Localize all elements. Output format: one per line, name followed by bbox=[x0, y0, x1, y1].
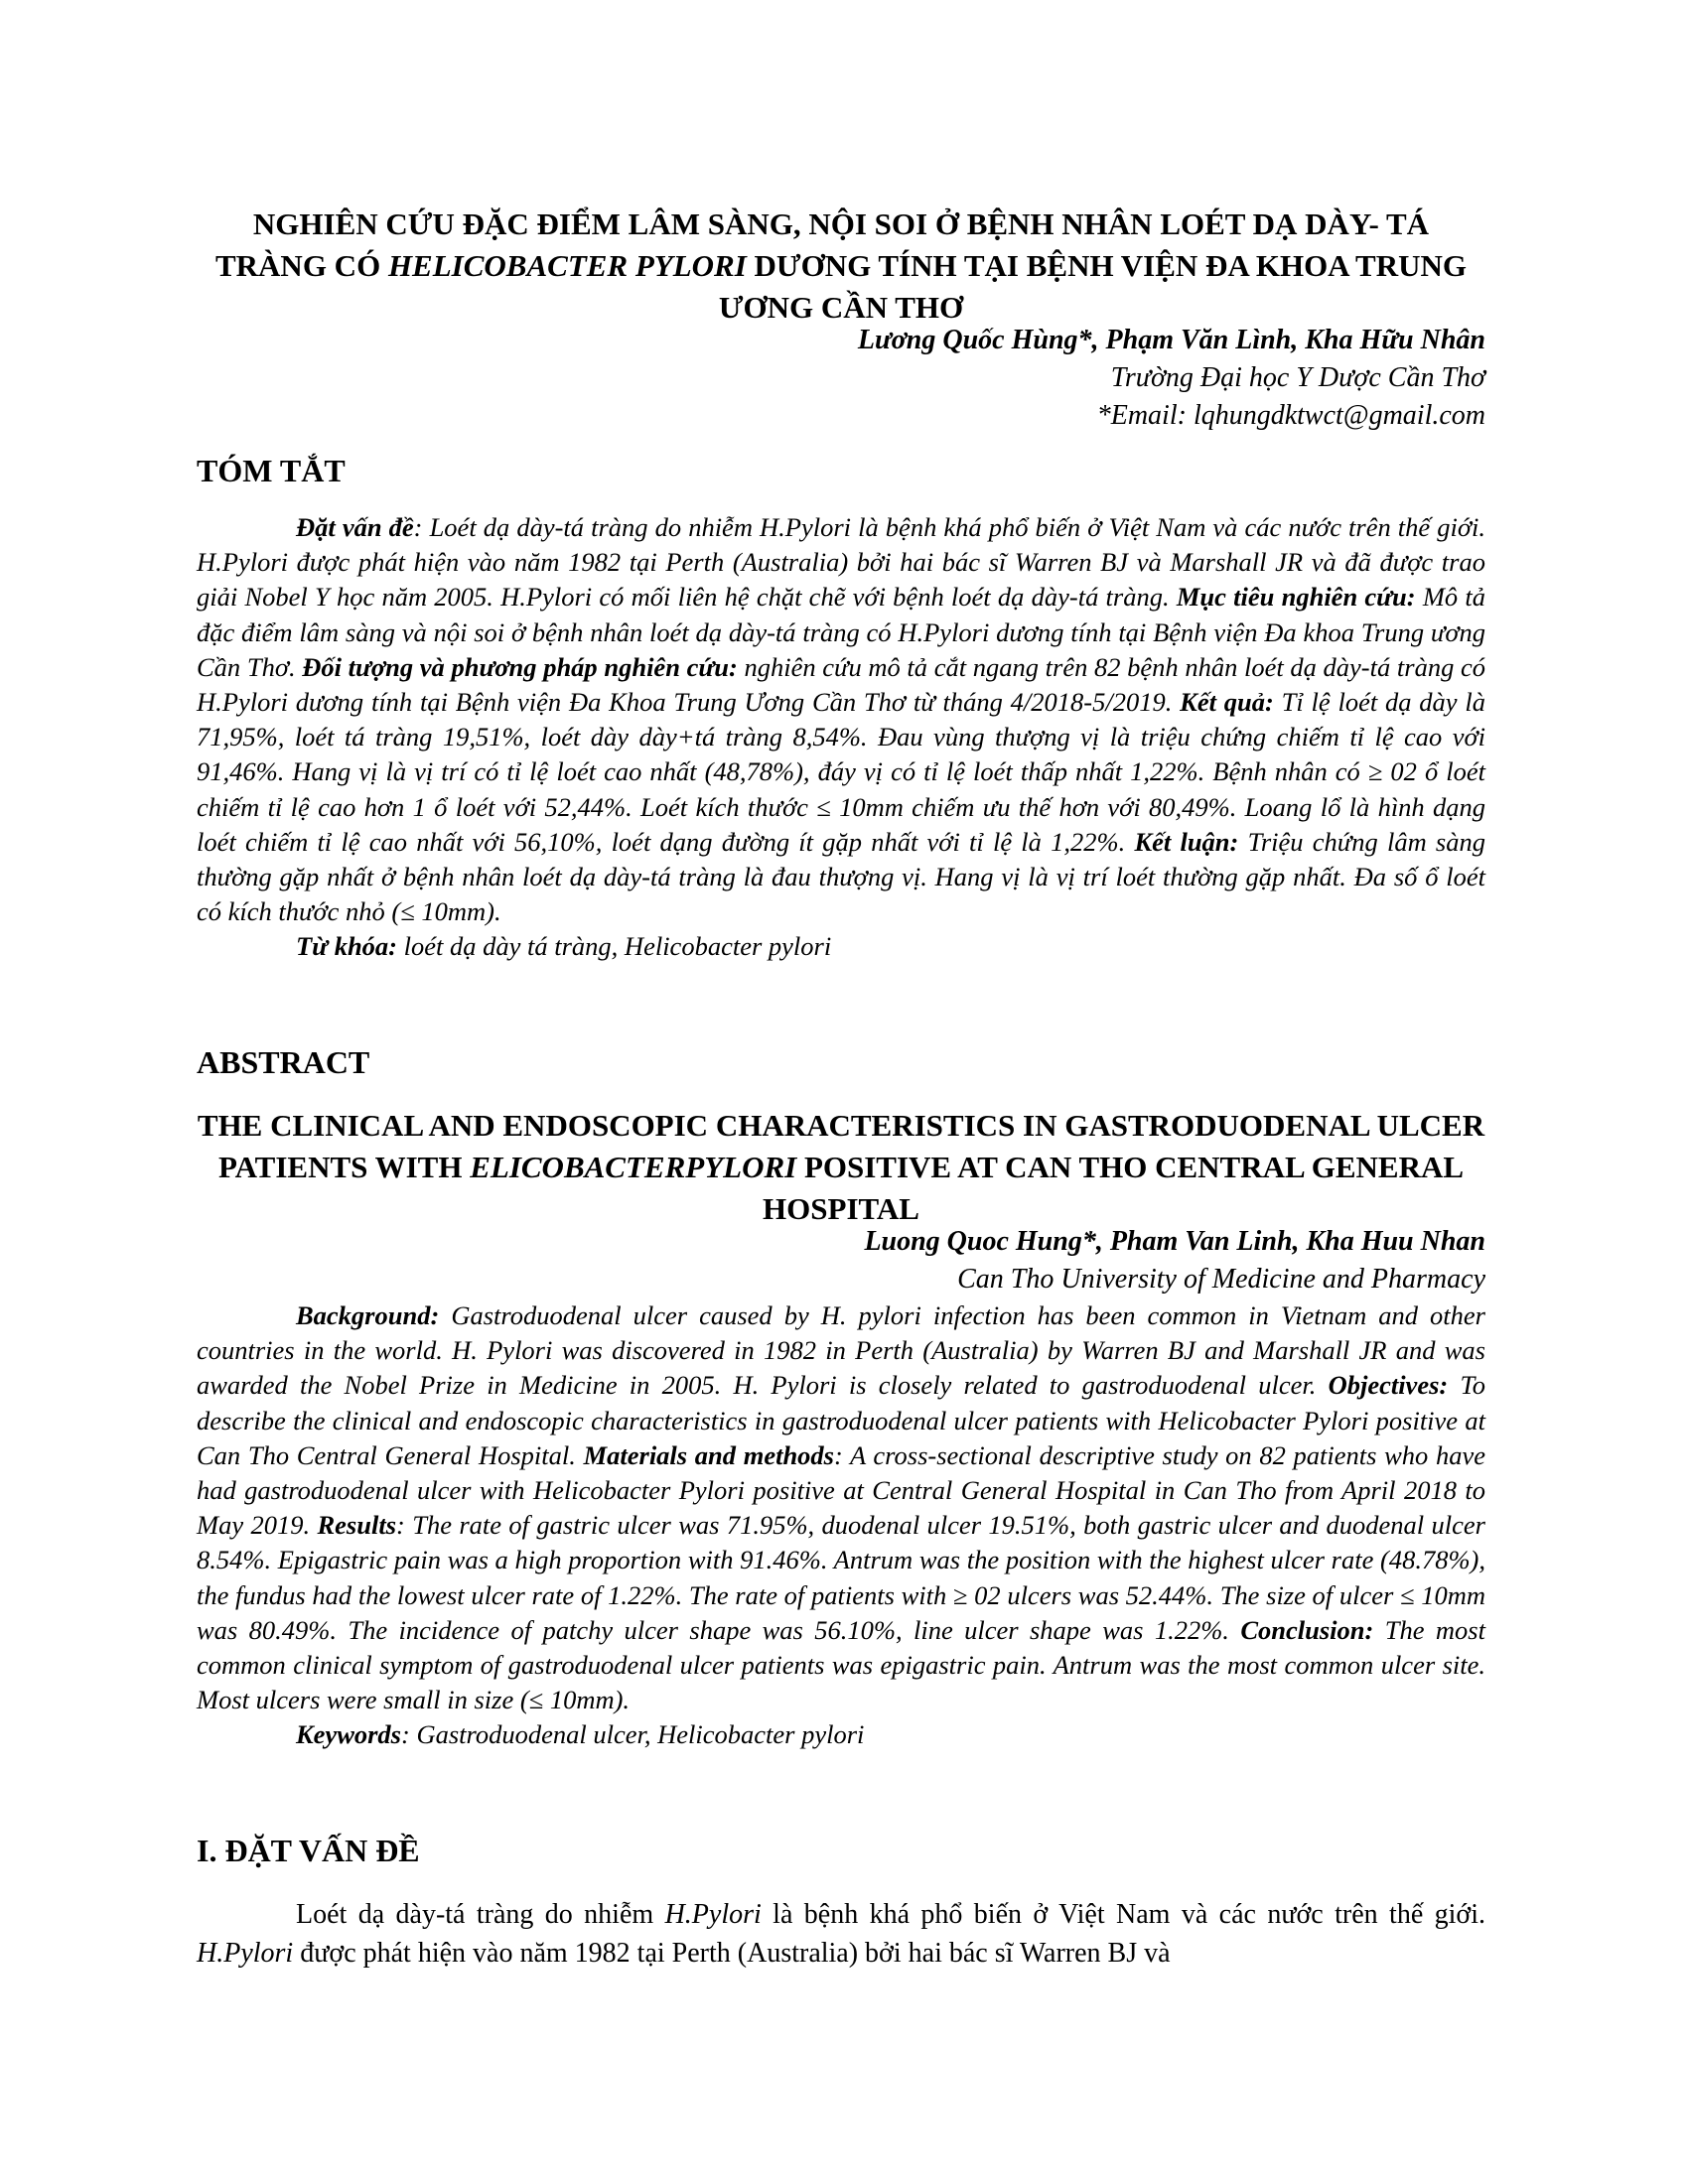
en-authors: Luong Quoc Hung*, Pham Van Linh, Kha Huu Nhan bbox=[864, 1226, 1485, 1257]
vi-keywords-label: Từ khóa: bbox=[296, 931, 398, 962]
vi-email: *Email: lqhungdktwct@gmail.com bbox=[1096, 400, 1485, 431]
vi-abstract-block bbox=[197, 510, 1485, 964]
en-keywords-text: : Gastroduodenal ulcer, Helicobacter pylori bbox=[401, 1719, 865, 1750]
vi-authors: Lương Quốc Hùng*, Phạm Văn Lình, Kha Hữu Nhân bbox=[857, 325, 1485, 355]
en-title-text-end: POSITIVE AT CAN THO CENTRAL GENERAL HOSPITAL bbox=[763, 1150, 1465, 1226]
summary-heading: TÓM TẮT bbox=[197, 453, 346, 488]
vi-abs-label-conclusion: Kết luận: bbox=[1134, 826, 1239, 857]
vi-abs-label-results: Kết quả: bbox=[1180, 687, 1274, 718]
section1-paragraph bbox=[197, 1895, 1485, 1973]
en-abs-label-objectives: Objectives: bbox=[1328, 1370, 1449, 1401]
en-title bbox=[197, 1105, 1485, 1230]
en-abs-label-results: Results bbox=[317, 1510, 397, 1541]
vi-abstract bbox=[197, 510, 1485, 929]
vi-title-text: NGHIÊN CỨU ĐẶC ĐIỂM LÂM SÀNG, NỘI SOI Ở BỆNH NHÂN LOÉT DẠ DÀY- TÁ TRÀNG CÓ bbox=[214, 206, 1430, 283]
section1-heading: I. ĐẶT VẤN ĐỀ bbox=[197, 1833, 420, 1868]
en-abs-label-background: Background: bbox=[296, 1300, 440, 1330]
section1-text: được phát hiện vào năm 1982 tại Perth (Australia) bởi hai bác sĩ Warren BJ và bbox=[293, 1938, 1171, 1969]
section1-heading-block bbox=[197, 1831, 1485, 1870]
vi-abs-text: Mô tả đặc điểm lâm sàng và nội soi ở bệnh nhân loét dạ dày-tá tràng có H.Pylori dương tính tại Bệnh viện Đa khoa Trung ương Cần Thơ. bbox=[197, 582, 1486, 682]
en-title-text: THE CLINICAL AND ENDOSCOPIC CHARACTERISTICS IN GASTRODUODENAL ULCER PATIENTS WITH bbox=[197, 1108, 1485, 1184]
vi-abs-label-objective: Mục tiêu nghiên cứu: bbox=[1176, 582, 1416, 613]
vi-title bbox=[197, 204, 1485, 329]
vi-abs-label-methods: Đối tượng và phương pháp nghiên cứu: bbox=[302, 651, 738, 682]
section1-text: là bệnh khá phổ biến ở Việt Nam và các nước trên thế giới. bbox=[761, 1899, 1485, 1930]
vi-author-block bbox=[197, 322, 1485, 435]
en-affiliation: Can Tho University of Medicine and Pharmacy bbox=[957, 1264, 1485, 1295]
en-abs-label-methods: Materials and methods bbox=[583, 1439, 834, 1470]
en-abstract-block bbox=[197, 1298, 1485, 1752]
summary-heading-block bbox=[197, 451, 1485, 490]
section1-italic: H.Pylori bbox=[664, 1899, 762, 1930]
section1-text: Loét dạ dày-tá tràng do nhiễm bbox=[296, 1899, 665, 1930]
section1-italic: H.Pylori bbox=[197, 1938, 294, 1969]
vi-keywords-text: loét dạ dày tá tràng, Helicobacter pylori bbox=[397, 931, 832, 962]
en-title-italic: ELICOBACTERPYLORI bbox=[470, 1150, 797, 1184]
vi-title-italic: HELICOBACTER PYLORI bbox=[387, 248, 747, 283]
vi-abs-text: nghiên cứu mô tả cắt ngang trên 82 bệnh nhân loét dạ dày-tá tràng có H.Pylori dương tính tại Bệnh viện Đa Khoa Trung Ương Cần Thơ từ tháng 4/2018-5/2019. bbox=[197, 651, 1485, 718]
vi-abs-label-background: Đặt vấn đề bbox=[296, 512, 414, 542]
en-author-block bbox=[197, 1223, 1485, 1298]
en-abstract bbox=[197, 1298, 1485, 1717]
en-abs-text: : The rate of gastric ulcer was 71.95%, duodenal ulcer 19.51%, both gastric ulcer and duodenal ulcer 8.54%. Epigastric pain was a high proportion with 91.46%. Antrum was the position with the highest ulcer rate (48.78%), the fundus had the lowest ulcer rate of 1.22%. The rate of patients with ≥ 02 ulcers was 52.44%. The size of ulcer ≤ 10mm was 80.49%. The incidence of patchy ulcer shape was 56.10%, line ulcer shape was 1.22%. bbox=[197, 1510, 1485, 1645]
abstract-heading-block bbox=[197, 1042, 1485, 1082]
abstract-heading: ABSTRACT bbox=[197, 1044, 370, 1080]
vi-title-block bbox=[197, 204, 1485, 329]
en-abs-text: The most common clinical symptom of gastroduodenal ulcer patients was epigastric pain. Antrum was the most common ulcer site. Most ulcers were small in size (≤ 10mm). bbox=[197, 1614, 1485, 1715]
vi-abs-text: Tỉ lệ loét dạ dày là 71,95%, loét tá tràng 19,51%, loét dày dày+tá tràng 8,54%. Đau vùng thượng vị là triệu chứng chiếm tỉ lệ cao với 91,46%. Hang vị là vị trí có tỉ lệ loét cao nhất (48,78%), đáy vị có tỉ lệ loét thấp nhất 1,22%. Bệnh nhân có ≥ 02 ổ loét chiếm tỉ lệ cao hơn 1 ổ loét với 52,44%. Loét kích thước ≤ 10mm chiếm ưu thế hơn với 80,49%. Loang lổ là hình dạng loét chiếm tỉ lệ cao nhất với 56,10%, loét dạng đường ít gặp nhất với tỉ lệ là 1,22%. bbox=[197, 687, 1485, 857]
section1-body-block bbox=[197, 1895, 1485, 1973]
en-title-block bbox=[197, 1105, 1485, 1230]
en-abs-text: Gastroduodenal ulcer caused by H. pylori infection has been common in Vietnam and other countries in the world. H. Pylori was discovered in 1982 in Perth (Australia) by Warren BJ and Marshall JR and was awarded the Nobel Prize in Medicine in 2005. H. Pylori is closely related to gastroduodenal ulcer. bbox=[197, 1300, 1485, 1401]
en-keywords bbox=[197, 1717, 1485, 1752]
vi-abs-text: : Loét dạ dày-tá tràng do nhiễm H.Pylori là bệnh khá phổ biến ở Việt Nam và các nước trên thế giới. H.Pylori được phát hiện vào năm 1982 tại Perth (Australia) bởi hai bác sĩ Warren BJ và Marshall JR và đã được trao giải Nobel Y học năm 2005. H.Pylori có mối liên hệ chặt chẽ với bệnh loét dạ dày-tá tràng. bbox=[197, 512, 1485, 613]
vi-title-text-end: DƯƠNG TÍNH TẠI BỆNH VIỆN ĐA KHOA TRUNG ƯƠNG CẦN THƠ bbox=[718, 248, 1467, 325]
en-abs-label-conclusion: Conclusion: bbox=[1240, 1614, 1374, 1645]
en-keywords-label: Keywords bbox=[296, 1719, 401, 1750]
en-abs-text: : A cross-sectional descriptive study on 82 patients who have had gastroduodenal ulcer with Helicobacter Pylori positive at Central General Hospital in Can Tho from April 2018 to May 2019. bbox=[197, 1439, 1485, 1541]
en-abs-text: To describe the clinical and endoscopic characteristics in gastroduodenal ulcer patients with Helicobacter Pylori positive at Can Tho Central General Hospital. bbox=[197, 1370, 1485, 1470]
vi-abs-text: Triệu chứng lâm sàng thường gặp nhất ở bệnh nhân loét dạ dày-tá tràng là đau thượng vị. Hang vị là vị trí loét thường gặp nhất. Đa số ổ loét có kích thước nhỏ (≤ 10mm). bbox=[197, 826, 1485, 927]
vi-keywords bbox=[197, 929, 1485, 964]
vi-affiliation: Trường Đại học Y Dược Cần Thơ bbox=[1110, 362, 1485, 393]
